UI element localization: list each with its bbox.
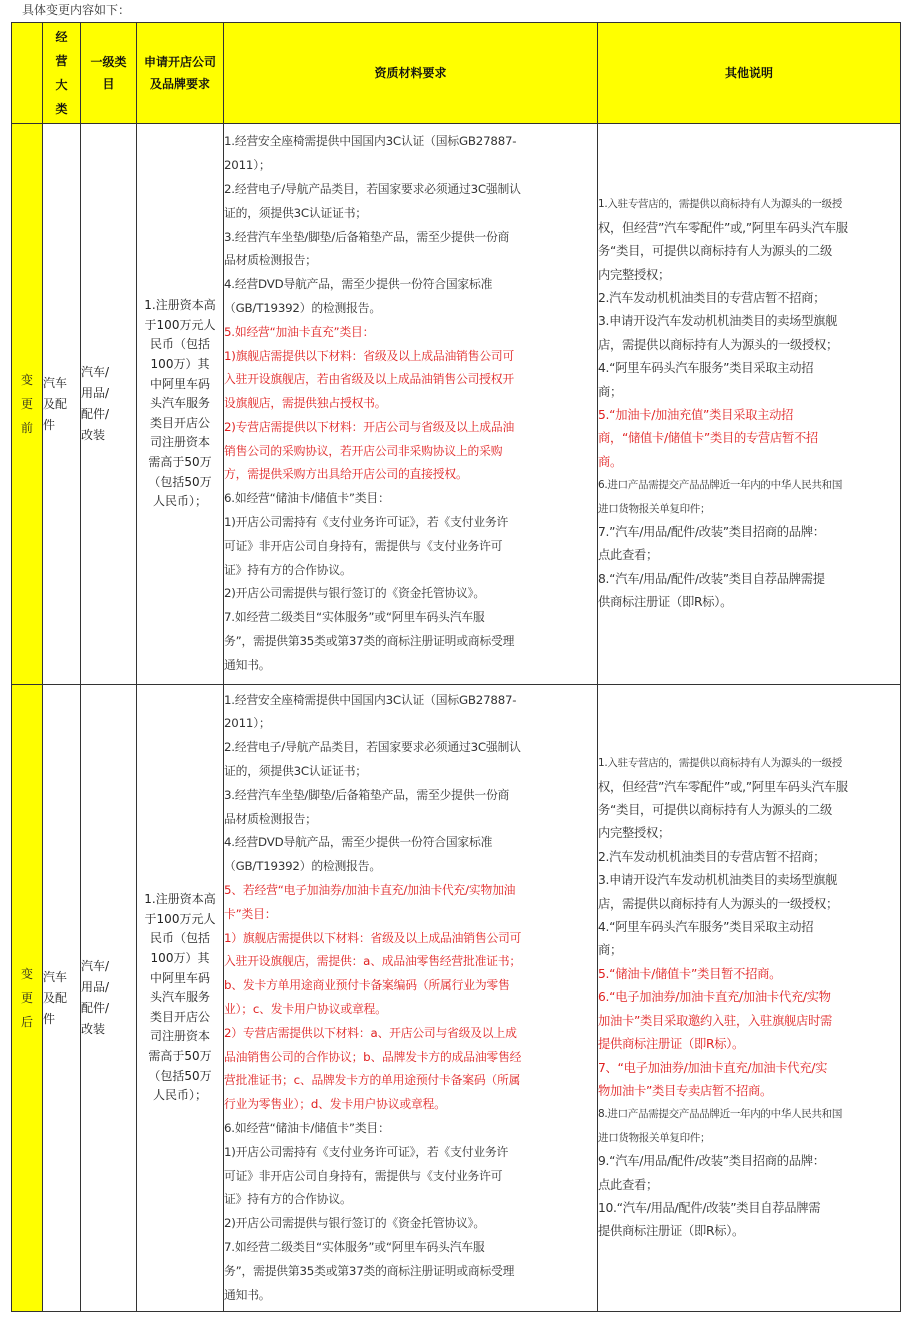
text-line: 加油卡”类目采取邀约入驻，入驻旗舰店时需 [598, 1013, 833, 1028]
row-label: 变更前 [12, 124, 43, 685]
intro-text: 具体变更内容如下： [22, 3, 131, 17]
text-line: 进口货物报关单复印件； [598, 502, 711, 515]
text-line: 供商标注册证（即R标）。 [598, 595, 733, 610]
text-line: 2)专营店需提供以下材料：开店公司与省级及以上成品油 [224, 419, 515, 434]
cell-text-line: 及配 [43, 990, 68, 1005]
cell-text-line: 司注册资本 [149, 435, 210, 450]
cell-text-line: 需高于50万 [148, 1048, 212, 1063]
cell-text-line: 需高于50万 [148, 454, 212, 469]
text-line: 销售公司的采购协议，若开店公司非采购协议上的采购 [224, 443, 503, 458]
text-line: 行业为零售业）；d、发卡用户协议或章程。 [224, 1097, 446, 1112]
cell-text-line: 及配 [43, 396, 68, 411]
cell-text-line: （包括50万 [148, 1068, 212, 1083]
text-line: 通知书。 [224, 657, 271, 672]
text-line: 6.“电子加油券/加油卡直充/加油卡代充/实物 [598, 990, 831, 1005]
text-line: 5.“加油卡/加油充值”类目采取主动招 [598, 408, 794, 422]
cell-text-line: 人民币）； [152, 1088, 207, 1103]
cell-text-line: 汽车/ [81, 365, 110, 379]
cell-text-line: 司注册资本 [149, 1029, 210, 1044]
text-line: 权，但经营”汽车零配件”或,”阿里车码头汽车服 [598, 779, 848, 794]
text-line: 证的，须提供3C认证证书； [224, 205, 367, 220]
text-line: 1.入驻专营店的，需提供以商标持有人为源头的一级授 [598, 757, 843, 770]
text-line: 2.汽车发动机机油类目的专营店暂不招商； [598, 849, 826, 864]
text-line: 权，但经营”汽车零配件”或,”阿里车码头汽车服 [598, 220, 848, 235]
text-line: 1)开店公司需持有《支付业务许可证》，若《支付业务许 [224, 515, 509, 530]
text-line: 可证》非开店公司自身持有，需提供与《支付业务许可 [224, 1168, 503, 1183]
cell-text-line: 于100万元人 [144, 911, 216, 926]
text-line: 2.汽车发动机机油类目的专营店暂不招商； [598, 290, 826, 305]
cell-text-line: 中阿里车码 [149, 970, 210, 985]
cell-text-line: 用品/ [81, 386, 110, 400]
cell-text-line: 民币（包括 [149, 931, 210, 946]
text-line: 品材质检测报告； [224, 811, 317, 826]
text-line: 品油销售公司的合作协议；b、品牌发卡方的成品油零售经 [224, 1049, 522, 1064]
text-line: 设旗舰店，需提供独占授权书。 [224, 396, 387, 411]
text-line: 内完整授权； [598, 267, 670, 282]
cell-text-line: 100万）其 [150, 357, 210, 372]
cell-text-line: 改装 [81, 1022, 106, 1036]
text-line: 2)开店公司需提供与银行签订的《资金托管协议》。 [224, 586, 485, 601]
text-line: 务“类目，可提供以商标持有人为源头的二级 [598, 244, 833, 259]
text-line: 3.申请开设汽车发动机机油类目的卖场型旗舰 [598, 873, 838, 888]
text-line: 3.申请开设汽车发动机机油类目的卖场型旗舰 [598, 314, 838, 329]
text-line: 通知书。 [224, 1287, 271, 1302]
cell-text-line: 汽车 [43, 969, 68, 984]
text-line: 1.入驻专营店的，需提供以商标持有人为源头的一级授 [598, 198, 843, 211]
text-line: 点此查看； [598, 548, 658, 563]
text-line: 务“类目，可提供以商标持有人为源头的二级 [598, 803, 833, 818]
text-line: 可证》非开店公司自身持有，需提供与《支付业务许可 [224, 538, 503, 553]
text-line: 10.“汽车/用品/配件/改装”类目自荐品牌需 [598, 1200, 821, 1215]
text-line: 业）；c、发卡用户协议或章程。 [224, 1002, 387, 1016]
requirements-cell [224, 685, 598, 1312]
text-line: 5.“储油卡/储值卡”类目暂不招商。 [598, 966, 782, 981]
text-line: 1)开店公司需持有《支付业务许可证》，若《支付业务许 [224, 1144, 509, 1159]
text-line: 6.如经营“储油卡/储值卡”类目： [224, 1120, 390, 1135]
text-line: 入驻开设旗舰店，若由省级及以上成品油销售公司授权开 [224, 372, 514, 387]
text-line: 店，需提供以商标持有人为源头的一级授权； [598, 337, 838, 352]
text-line: 商。 [598, 454, 622, 469]
text-line: 7、“电子加油券/加油卡直充/加油卡代充/实 [598, 1060, 828, 1075]
level1-cell [81, 124, 137, 685]
header-requirements: 资质材料要求 [224, 23, 598, 124]
cell-text-line: 类目开店公 [149, 1009, 210, 1024]
company-requirement-cell [137, 685, 224, 1312]
text-line: （GB/T19392）的检测报告。 [224, 859, 381, 874]
text-line: 商，“储值卡/储值卡”类目的专营店暂不招 [598, 431, 818, 446]
requirements-cell [224, 124, 598, 685]
text-line: 1）旗舰店需提供以下材料：省级及以上成品油销售公司可 [224, 930, 522, 945]
text-line: 商； [598, 943, 622, 958]
cell-text-line: （包括50万 [148, 474, 212, 489]
row-before [12, 124, 901, 685]
cell-text-line: 头汽车服务 [149, 396, 210, 411]
row-label: 变更后 [12, 685, 43, 1312]
cell-text-line: 配件/ [81, 1001, 110, 1015]
cell-text-line: 人民币）； [152, 494, 207, 509]
text-line: 6.如经营“储油卡/储值卡”类目： [224, 491, 390, 506]
text-line: 方，需提供采购方出具给开店公司的直接授权。 [224, 467, 468, 482]
row-after [12, 685, 901, 1312]
text-line: 卡”类目： [224, 906, 277, 921]
text-line: 4.经营DVD导航产品，需至少提供一份符合国家标准 [224, 277, 493, 292]
text-line: 4.“阿里车码头汽车服务”类目采取主动招 [598, 361, 814, 376]
header-row [12, 23, 901, 124]
cell-text-line: 件 [43, 417, 56, 432]
text-line: 4.“阿里车码头汽车服务”类目采取主动招 [598, 920, 814, 935]
text-line: 2011）； [224, 716, 271, 731]
company-requirement-cell [137, 124, 224, 685]
category-cell [43, 685, 81, 1312]
text-line: 进口货物报关单复印件； [598, 1131, 711, 1144]
text-line: 证》持有方的合作协议。 [224, 1192, 352, 1207]
cell-text-line: 改装 [81, 428, 106, 442]
text-line: （GB/T19392）的检测报告。 [224, 300, 381, 315]
text-line: 2）专营店需提供以下材料：a、开店公司与省级及以上成 [224, 1025, 517, 1040]
text-line: 2011）； [224, 158, 271, 173]
text-line: 2)开店公司需提供与银行签订的《资金托管协议》。 [224, 1216, 485, 1231]
cell-text-line: 中阿里车码 [149, 376, 210, 391]
text-line: 商； [598, 384, 622, 399]
text-line: 提供商标注册证（即R标）。 [598, 1224, 745, 1239]
text-line: 务”，需提供第35类或第37类的商标注册证明或商标受理 [224, 1263, 515, 1278]
text-line: 证的，须提供3C认证证书； [224, 764, 367, 779]
cell-text-line: 类目开店公 [149, 415, 210, 430]
text-line: 证》持有方的合作协议。 [224, 562, 352, 577]
text-line: 1.经营安全座椅需提供中国国内3C认证（国标GB27887- [224, 692, 517, 707]
cell-text-line: 配件/ [81, 407, 110, 421]
header-category: 经营大类 [43, 23, 81, 124]
text-line: 营批准证书；c、品牌发卡方的单用途预付卡备案码（所属 [224, 1073, 521, 1088]
text-line: 物加油卡”类目专卖店暂不招商。 [598, 1083, 773, 1098]
text-line: 店，需提供以商标持有人为源头的一级授权； [598, 896, 838, 911]
text-line: b、发卡方单用途商业预付卡备案编码（所属行业为零售 [224, 978, 510, 993]
cell-text-line: 头汽车服务 [149, 990, 210, 1005]
notes-cell [598, 685, 901, 1312]
text-line: 2.经营电子/导航产品类目，若国家要求必须通过3C强制认 [224, 740, 521, 755]
text-line: 5、若经营“电子加油券/加油卡直充/加油卡代充/实物加油 [224, 883, 516, 898]
text-line: 内完整授权； [598, 826, 670, 841]
text-line: 7.如经营二级类目“实体服务”或“阿里车码头汽车服 [224, 1239, 485, 1254]
category-cell [43, 124, 81, 685]
cell-text-line: 民币（包括 [149, 337, 210, 352]
text-line: 8.“汽车/用品/配件/改装”类目自荐品牌需提 [598, 571, 825, 586]
text-line: 3.经营汽车坐垫/脚垫/后备箱垫产品，需至少提供一份商 [224, 229, 510, 244]
text-line: 8.进口产品需提交产品品牌近一年内的中华人民共和国 [598, 1108, 843, 1121]
text-line: 务”，需提供第35类或第37类的商标注册证明或商标受理 [224, 634, 515, 649]
text-line: 4.经营DVD导航产品，需至少提供一份符合国家标准 [224, 835, 493, 850]
text-line: 提供商标注册证（即R标）。 [598, 1037, 745, 1052]
cell-text-line: 100万）其 [150, 951, 210, 966]
cell-text-line: 件 [43, 1011, 56, 1026]
header-company: 申请开店公司及品牌要求 [137, 23, 224, 124]
header-notes: 其他说明 [598, 23, 901, 124]
text-line: 6.进口产品需提交产品品牌近一年内的中华人民共和国 [598, 479, 843, 492]
text-line: 3.经营汽车坐垫/脚垫/后备箱垫产品，需至少提供一份商 [224, 787, 510, 802]
text-line: 5.如经营“加油卡直充”类目： [224, 324, 375, 339]
cell-text-line: 1.注册资本高 [144, 298, 216, 313]
text-line: 点此查看； [598, 1177, 658, 1192]
change-table [11, 22, 901, 1312]
level1-cell [81, 685, 137, 1312]
text-line: 2.经营电子/导航产品类目，若国家要求必须通过3C强制认 [224, 181, 521, 196]
text-line: 1.经营安全座椅需提供中国国内3C认证（国标GB27887- [224, 134, 517, 149]
cell-text-line: 汽车 [43, 375, 68, 390]
notes-cell [598, 124, 901, 685]
text-line: 7.”汽车/用品/配件/改装”类目招商的品牌： [598, 525, 825, 540]
text-line: 入驻开设旗舰店，需提供：a、成品油零售经营批准证书； [224, 954, 521, 969]
text-line: 1)旗舰店需提供以下材料：省级及以上成品油销售公司可 [224, 348, 515, 363]
header-blank [12, 23, 43, 124]
header-level1: 一级类目 [81, 23, 137, 124]
text-line: 品材质检测报告； [224, 253, 317, 268]
text-line: 9.“汽车/用品/配件/改装”类目招商的品牌： [598, 1154, 825, 1169]
cell-text-line: 于100万元人 [144, 317, 216, 332]
cell-text-line: 1.注册资本高 [144, 892, 216, 907]
text-line: 7.如经营二级类目“实体服务”或“阿里车码头汽车服 [224, 610, 485, 625]
cell-text-line: 汽车/ [81, 959, 110, 973]
cell-text-line: 用品/ [81, 980, 110, 994]
